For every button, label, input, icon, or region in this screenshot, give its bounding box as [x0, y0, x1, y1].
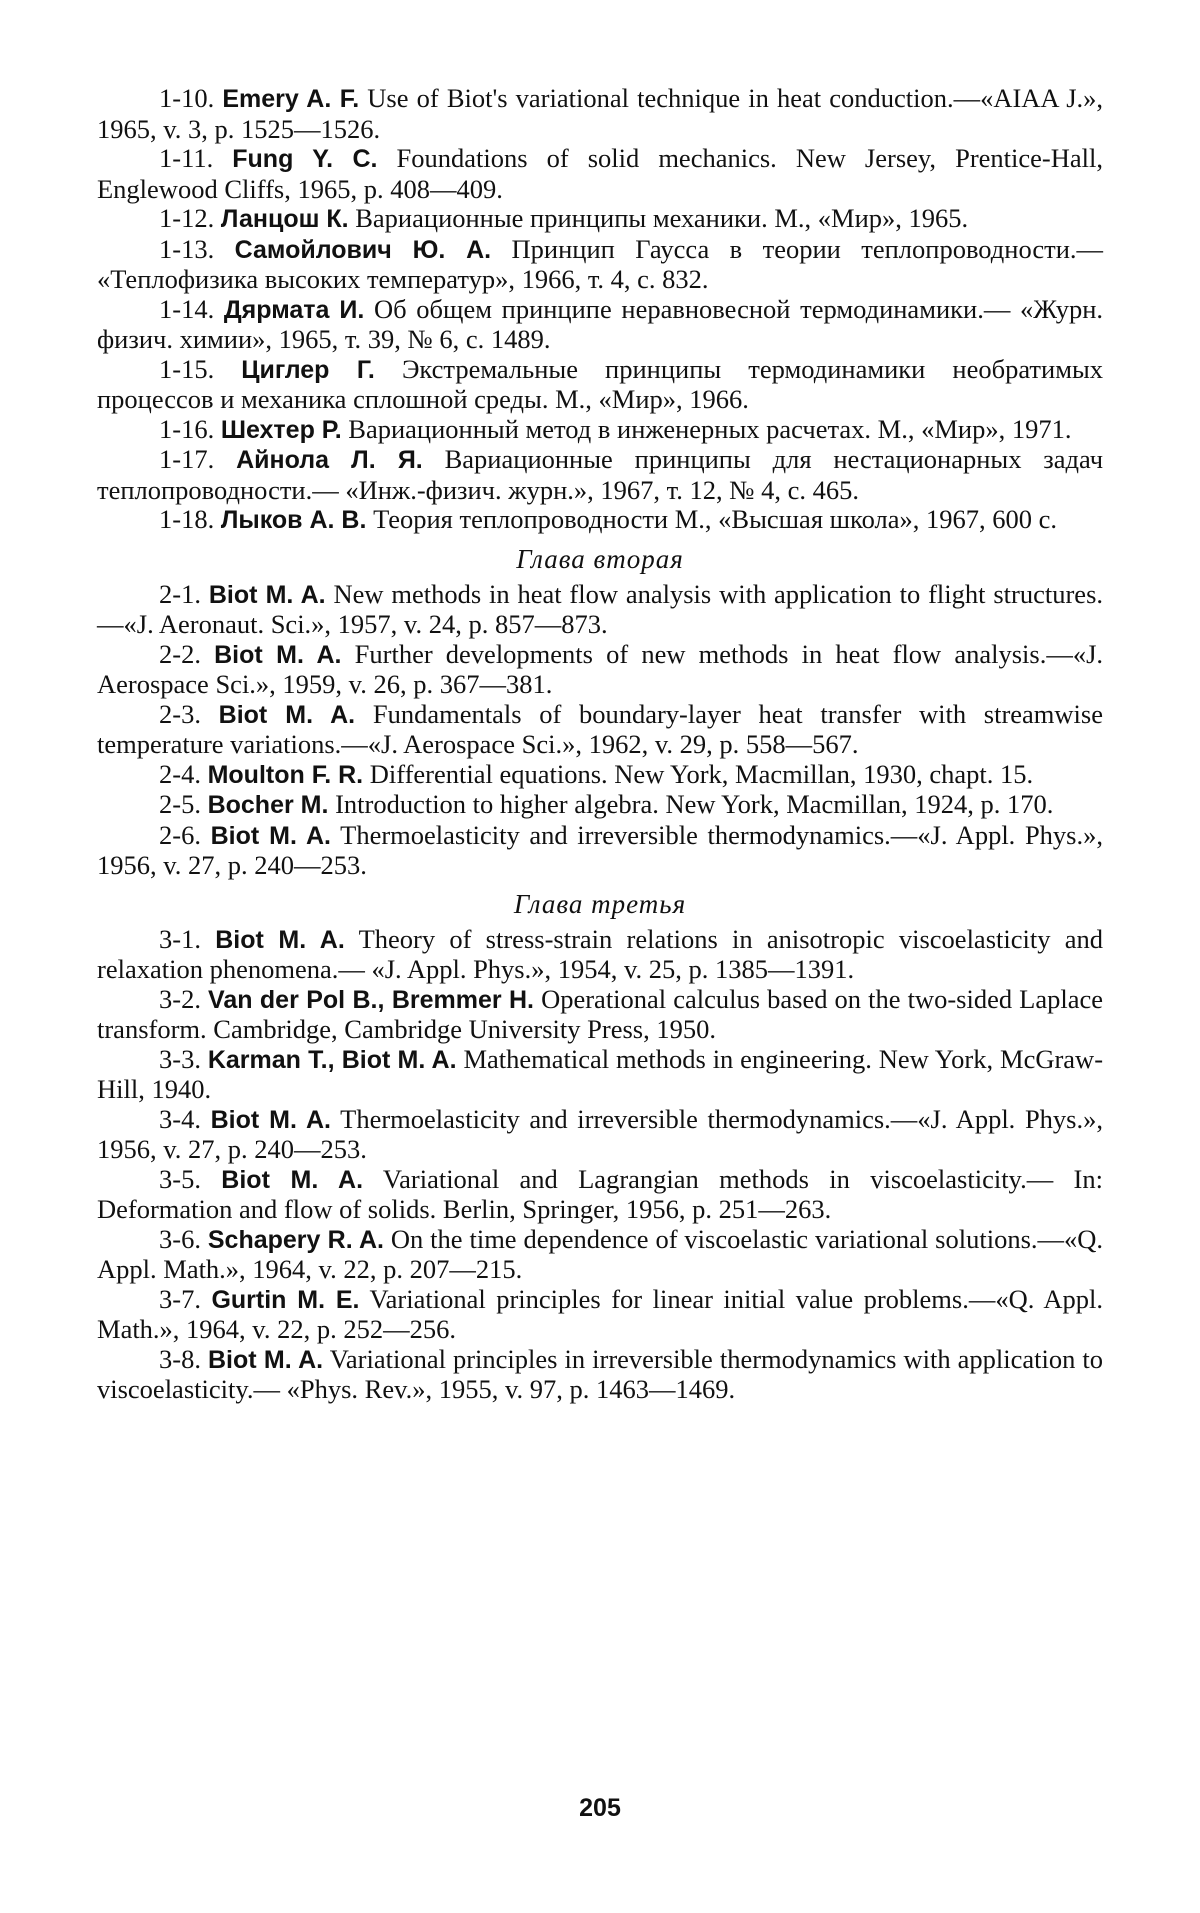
reference-entry [97, 1045, 1103, 1105]
reference-number: 1-10. [159, 83, 215, 113]
reference-number: 1-13. [159, 233, 215, 264]
reference-text: Принцип Гаусса в теории теплопроводности.— «Теплофизика высоких температур», 1966, т. 4, с. 832. [97, 233, 1104, 294]
reference-number: 1-18. [159, 504, 215, 534]
reference-entry [97, 204, 1103, 235]
reference-entry [97, 355, 1103, 415]
reference-author: Moulton F. R. [207, 760, 364, 789]
reference-author: Айнола Л. Я. [236, 446, 423, 474]
reference-number: 1-17. [159, 444, 215, 474]
reference-entry [97, 445, 1103, 505]
reference-number: 2-4. [159, 758, 201, 789]
reference-number: 1-15. [159, 353, 215, 384]
reference-number: 2-1. [159, 578, 201, 609]
reference-entry [97, 1345, 1103, 1405]
reference-entry [97, 295, 1103, 355]
reference-text: Теория теплопроводности М., «Высшая школа», 1967, 600 с. [373, 504, 1057, 534]
reference-author: Karman T., Biot M. A. [207, 1045, 457, 1074]
reference-author: Ланцош К. [220, 205, 349, 233]
reference-text: Вариационный метод в инженерных расчетах. М., «Мир», 1971. [348, 413, 1072, 444]
reference-number: 2-6. [159, 819, 201, 850]
reference-entry [97, 925, 1103, 985]
reference-author: Biot M. A. [221, 1165, 364, 1194]
reference-number: 1-16. [159, 413, 215, 444]
reference-text: Mathematical methods in engineering. New York, McGraw-Hill, 1940. [97, 1043, 1104, 1104]
reference-text: On the time dependence of viscoelastic variational solutions.—«Q. Appl. Math.», 1964, v. 22, p. 207—215. [97, 1223, 1104, 1284]
reference-author: Biot M. A. [218, 700, 356, 729]
reference-author: Fung Y. C. [232, 145, 378, 173]
reference-author: Шехтер Р. [220, 415, 342, 444]
reference-text: Thermoelasticity and irreversible thermodynamics.—«J. Appl. Phys.», 1956, v. 27, p. 240—253. [97, 819, 1103, 880]
reference-text: Variational and Lagrangian methods in viscoelasticity.— In: Deformation and flow of solids. Berlin, Springer, 1956, p. 251—263. [97, 1163, 1103, 1224]
reference-author: Bocher M. [207, 791, 329, 819]
reference-list [97, 84, 1103, 1405]
page-number: 205 [579, 1794, 621, 1822]
reference-entry [97, 821, 1103, 881]
reference-entry [97, 505, 1103, 536]
reference-entry [97, 415, 1103, 446]
reference-author: Самойлович Ю. А. [234, 235, 492, 264]
reference-number: 3-5. [159, 1163, 201, 1194]
reference-entry [97, 580, 1103, 640]
reference-author: Biot M. A. [208, 580, 326, 609]
reference-text: Further developments of new methods in heat flow analysis.—«J. Aerospace Sci.», 1959, v. 26, p. 367—381. [97, 638, 1104, 699]
reference-author: Циглер Г. [241, 355, 375, 384]
reference-text: Вариационные принципы механики. М., «Мир», 1965. [355, 203, 969, 233]
chapter-heading: Глава третья [513, 888, 687, 919]
reference-text: Variational principles for linear initial value problems.—«Q. Appl. Math.», 1964, v. 22, p. 252—256. [97, 1283, 1103, 1344]
reference-number: 3-3. [159, 1043, 201, 1074]
reference-text: Differential equations. New York, Macmillan, 1930, chapt. 15. [369, 758, 1034, 789]
reference-number: 1-12. [159, 203, 215, 233]
reference-number: 3-6. [159, 1223, 201, 1254]
reference-text: Use of Biot's variational technique in heat conduction.—«AIAA J.», 1965, v. 3, p. 1525—1526. [97, 83, 1104, 144]
reference-text: Variational principles in irreversible thermodynamics with application to viscoelasticity.— «Phys. Rev.», 1955, v. 97, p. 1463—1469. [97, 1343, 1103, 1404]
reference-text: New methods in heat flow analysis with application to flight structures.—«J. Aeronaut. Sci.», 1957, v. 24, p. 857—873. [97, 578, 1104, 639]
reference-number: 3-1. [159, 923, 201, 954]
reference-entry [97, 985, 1103, 1045]
reference-number: 2-3. [159, 698, 201, 729]
reference-author: Biot M. A. [214, 640, 342, 669]
reference-number: 3-8. [159, 1343, 201, 1374]
reference-author: Лыков А. В. [220, 506, 367, 534]
reference-entry [97, 144, 1103, 204]
reference-author: Emery A. F. [222, 85, 360, 113]
reference-number: 2-2. [159, 638, 201, 669]
reference-text: Вариационные принципы для нестационарных задач теплопроводности.— «Инж.-физич. журн.», 1967, т. 12, № 4, с. 465. [97, 444, 1104, 505]
reference-entry [97, 640, 1103, 700]
reference-entry [97, 84, 1103, 144]
reference-entry [97, 790, 1103, 821]
reference-number: 1-14. [159, 293, 215, 324]
reference-author: Gurtin M. E. [211, 1285, 360, 1314]
reference-number: 3-4. [159, 1103, 201, 1134]
reference-author: Biot M. A. [215, 925, 345, 954]
reference-entry [97, 760, 1103, 791]
reference-author: Biot M. A. [207, 1345, 324, 1374]
reference-text: Экстремальные принципы термодинамики необратимых процессов и механика сплошной среды. М., «Мир», 1966. [97, 353, 1104, 414]
reference-text: Thermoelasticity and irreversible thermodynamics.—«J. Appl. Phys.», 1956, v. 27, p. 240—253. [97, 1103, 1103, 1164]
reference-text: Об общем принципе неравновесной термодинамики.— «Журн. физич. химии», 1965, т. 39, № 6, с. 1489. [97, 293, 1103, 354]
reference-author: Biot M. A. [210, 1105, 331, 1134]
reference-entry [97, 235, 1103, 295]
reference-entry [97, 1165, 1103, 1225]
reference-number: 3-7. [159, 1283, 201, 1314]
reference-entry [97, 700, 1103, 760]
reference-author: Van der Pol B., Bremmer H. [208, 985, 534, 1014]
reference-text: Foundations of solid mechanics. New Jersey, Prentice-Hall, Englewood Cliffs, 1965, p. 408—409. [97, 143, 1103, 204]
reference-author: Biot M. A. [210, 821, 331, 850]
reference-text: Introduction to higher algebra. New York, Macmillan, 1924, p. 170. [335, 789, 1054, 819]
reference-number: 2-5. [159, 789, 201, 819]
reference-entry [97, 1285, 1103, 1345]
reference-author: Schapery R. A. [207, 1225, 384, 1254]
reference-text: Theory of stress-strain relations in anisotropic viscoelasticity and relaxation phenomena.— «J. Appl. Phys.», 1954, v. 25, p. 1385—1391. [97, 923, 1103, 984]
reference-author: Дярмата И. [223, 295, 365, 324]
reference-entry [97, 1105, 1103, 1165]
reference-number: 3-2. [159, 983, 201, 1014]
reference-text: Operational calculus based on the two-sided Laplace transform. Cambridge, Cambridge University Press, 1950. [97, 983, 1104, 1044]
reference-entry [97, 1225, 1103, 1285]
reference-number: 1-11. [159, 143, 214, 173]
chapter-heading: Глава вторая [516, 543, 684, 574]
reference-text: Fundamentals of boundary-layer heat transfer with streamwise temperature variations.—«J. Aerospace Sci.», 1962, v. 29, p. 558—567. [97, 698, 1103, 759]
